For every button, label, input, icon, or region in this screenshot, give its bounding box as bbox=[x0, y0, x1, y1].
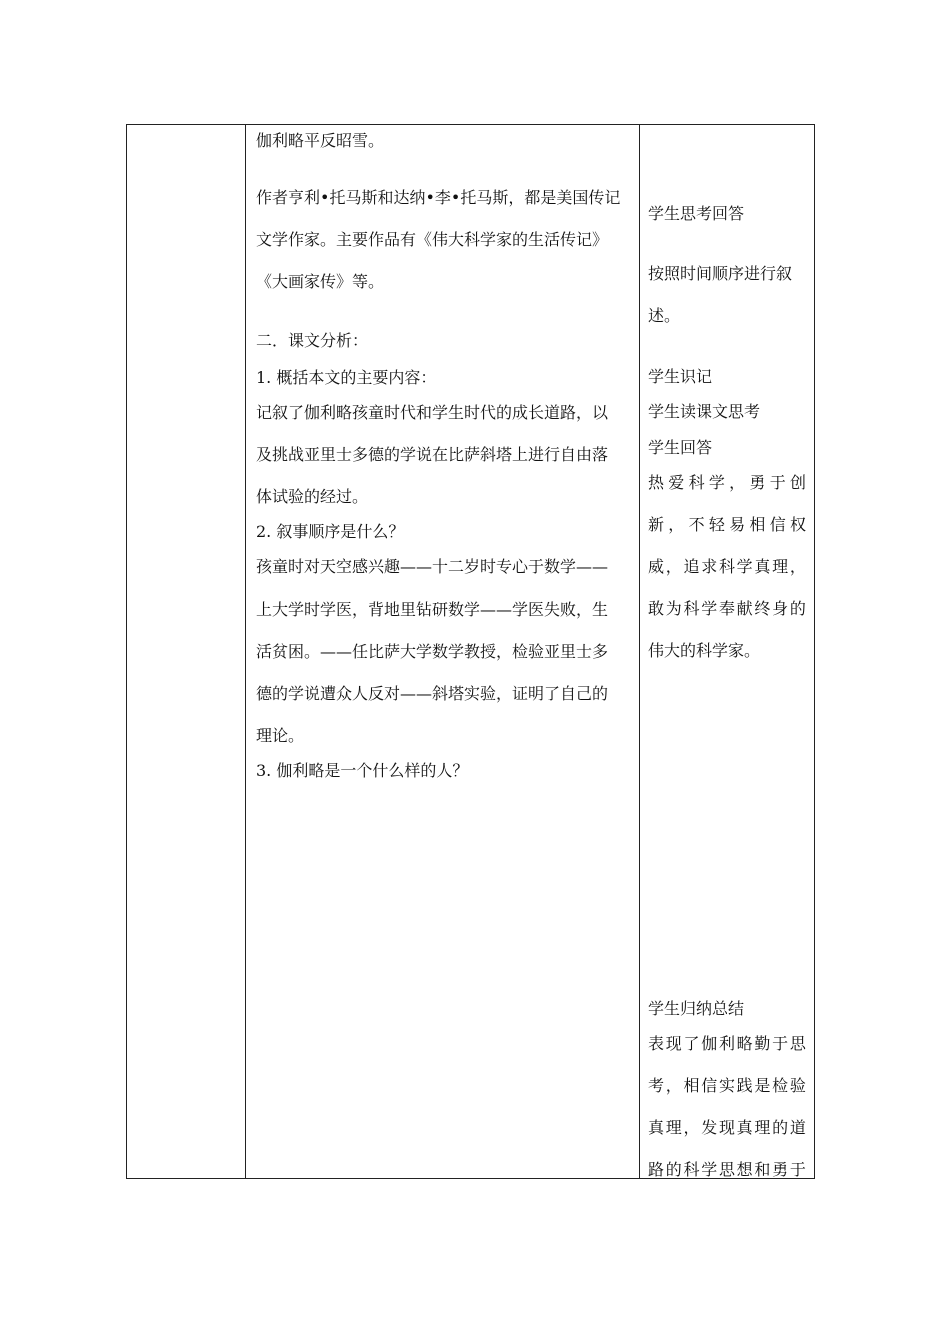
activity-line: 述。 bbox=[648, 306, 681, 325]
content-line: 文学作家。主要作品有《伟大科学家的生活传记》 bbox=[256, 230, 609, 249]
summary-line: 考 ， 相 信 实 践 是 检 验 bbox=[648, 1076, 806, 1095]
content-line: 《大画家传》等。 bbox=[256, 272, 385, 291]
content-line: 记叙了伽利略孩童时代和学生时代的成长道路，以 bbox=[256, 403, 609, 422]
activity-line: 学生归纳总结 bbox=[648, 999, 745, 1018]
summary-line: 表 现 了 伽 利 略 勤 于 思 bbox=[648, 1034, 806, 1053]
activity-line: 学生识记 bbox=[648, 367, 713, 386]
answer-line: 威 ， 追 求 科 学 真 理 ， bbox=[648, 557, 806, 576]
activity-line: 学生回答 bbox=[648, 438, 713, 457]
question-heading: 2. 叙事顺序是什么？ bbox=[256, 522, 405, 541]
answer-line: 伟大的科学家。 bbox=[648, 641, 761, 660]
answer-line: 新 ， 不 轻 易 相 信 权 bbox=[648, 515, 806, 534]
content-line: 德的学说遭众人反对——斜塔实验，证明了自己的 bbox=[256, 684, 609, 703]
content-line: 体试验的经过。 bbox=[256, 487, 369, 506]
content-line: 伽利略平反昭雪。 bbox=[256, 131, 385, 150]
content-line: 上大学时学医，背地里钻研数学——学医失败，生 bbox=[256, 600, 609, 619]
content-line: 孩童时对天空感兴趣——十二岁时专心于数学—— bbox=[256, 557, 609, 576]
content-line: 作者亨利•托马斯和达纳•李•托马斯，都是美国传记 bbox=[256, 188, 621, 207]
content-line: 及挑战亚里士多德的学说在比萨斜塔上进行自由落 bbox=[256, 445, 609, 464]
activity-line: 学生读课文思考 bbox=[648, 402, 761, 421]
summary-line: 路 的 科 学 思 想 和 勇 于 bbox=[648, 1160, 806, 1179]
summary-line: 真 理 ， 发 现 真 理 的 道 bbox=[648, 1118, 806, 1137]
question-heading: 1. 概括本文的主要内容： bbox=[256, 368, 437, 387]
content-line: 理论。 bbox=[256, 726, 305, 745]
answer-line: 热 爱 科 学 ， 勇 于 创 bbox=[648, 473, 806, 492]
question-heading: 3. 伽利略是一个什么样的人？ bbox=[256, 761, 469, 780]
column-divider-right bbox=[639, 125, 640, 1178]
answer-line: 敢 为 科 学 奉 献 终 身 的 bbox=[648, 599, 806, 618]
section-heading: 二．课文分析： bbox=[256, 331, 369, 350]
activity-line: 学生思考回答 bbox=[648, 204, 745, 223]
column-divider-left bbox=[245, 125, 246, 1178]
activity-line: 按照时间顺序进行叙 bbox=[648, 264, 793, 283]
content-line: 活贫困。——任比萨大学数学教授，检验亚里士多 bbox=[256, 642, 609, 661]
